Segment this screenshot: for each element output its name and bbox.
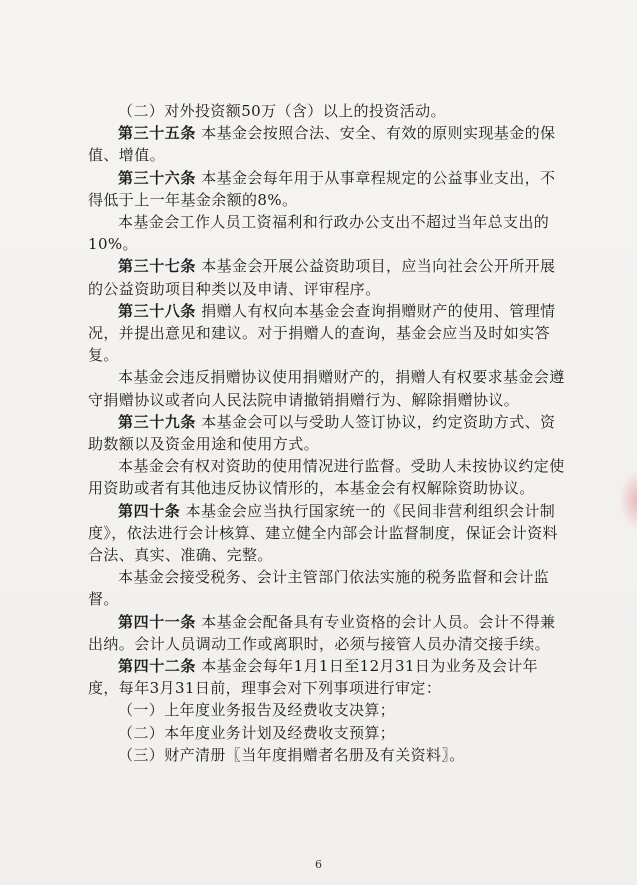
paragraph-text: 捐赠人有权向本基金会查询捐赠财产的使用、管理情况，并提出意见和建议。对于捐赠人的查询，基金会应当及时如实答复。 [88, 301, 556, 365]
paragraph-text: 本基金会按照合法、安全、有效的原则实现基金的保值、增值。 [88, 124, 556, 165]
paragraph-text: 本基金会配备具有专业资格的会计人员。会计不得兼出纳。会计人员调动工作或离职时，必须与接管人员办清交接手续。 [88, 612, 556, 653]
paragraph-text: （二）本年度业务计划及经费收支预算； [118, 723, 396, 742]
article-heading: 第三十七条 [118, 257, 197, 276]
page-number: 6 [315, 858, 322, 871]
article-heading: 第三十九条 [118, 412, 197, 431]
article-paragraph [88, 655, 568, 699]
article-paragraph [88, 255, 568, 299]
paragraph-text: （二）对外投资额50万（含）以上的投资活动。 [118, 102, 446, 120]
article-paragraph [88, 611, 568, 655]
article-heading: 第四十条 [118, 501, 181, 520]
paragraph-text: （三）财产清册〖当年度捐赠者名册及有关资料〗。 [118, 745, 465, 764]
paragraph-text: 本基金会接受税务、会计主管部门依法实施的税务监督和会计监督。 [88, 568, 550, 609]
article-paragraph [88, 500, 568, 567]
paragraph-text: 本基金会每年1月1日至12月31日为业务及会计年度，每年3月31日前，理事会对下列事项进行审定： [88, 657, 539, 698]
article-paragraph [88, 122, 568, 166]
article-heading: 第四十一条 [118, 612, 197, 631]
paragraph-text: 本基金会可以与受助人签订协议，约定资助方式、资助数额以及资金用途和使用方式。 [88, 412, 556, 454]
article-heading: 第三十八条 [118, 301, 197, 320]
list-item [88, 744, 568, 766]
body-paragraph [88, 455, 568, 499]
article-paragraph [88, 411, 568, 455]
red-stamp-edge [619, 470, 637, 530]
list-item [88, 722, 568, 744]
body-paragraph [88, 211, 568, 255]
paragraph-text: 本基金会开展公益资助项目，应当向社会公开所开展的公益资助项目种类以及申请、评审程序。 [88, 257, 556, 298]
body-paragraph [88, 566, 568, 610]
paragraph-text: 本基金会应当执行国家统一的《民间非营利组织会计制度》，依法进行会计核算、建立健全内部会计监督制度，保证会计资料合法、真实、准确、完整。 [88, 501, 558, 565]
paragraph-text: 本基金会违反捐赠协议使用捐赠财产的，捐赠人有权要求基金会遵守捐赠协议或者向人民法院申请撤销捐赠行为、解除捐赠协议。 [88, 368, 565, 409]
article-heading: 第四十二条 [118, 657, 197, 676]
article-paragraph [88, 167, 568, 211]
paragraph-text: （一）上年度业务报告及经费收支决算； [118, 701, 396, 720]
document-body [88, 100, 568, 766]
paragraph-text: 本基金会有权对资助的使用情况进行监督。受助人未按协议约定使用资助或者有其他违反协议情形的，本基金会有权解除资助协议。 [88, 457, 565, 498]
article-heading: 第三十五条 [118, 124, 197, 143]
paragraph-text: 本基金会工作人员工资福利和行政办公支出不超过当年总支出的10%。 [88, 213, 550, 254]
list-item [88, 699, 568, 721]
body-paragraph [88, 366, 568, 410]
paragraph-text: 本基金会每年用于从事章程规定的公益事业支出，不得低于上一年基金余额的8%。 [88, 168, 556, 209]
article-heading: 第三十六条 [118, 168, 197, 187]
article-paragraph [88, 300, 568, 367]
list-item [88, 100, 568, 122]
